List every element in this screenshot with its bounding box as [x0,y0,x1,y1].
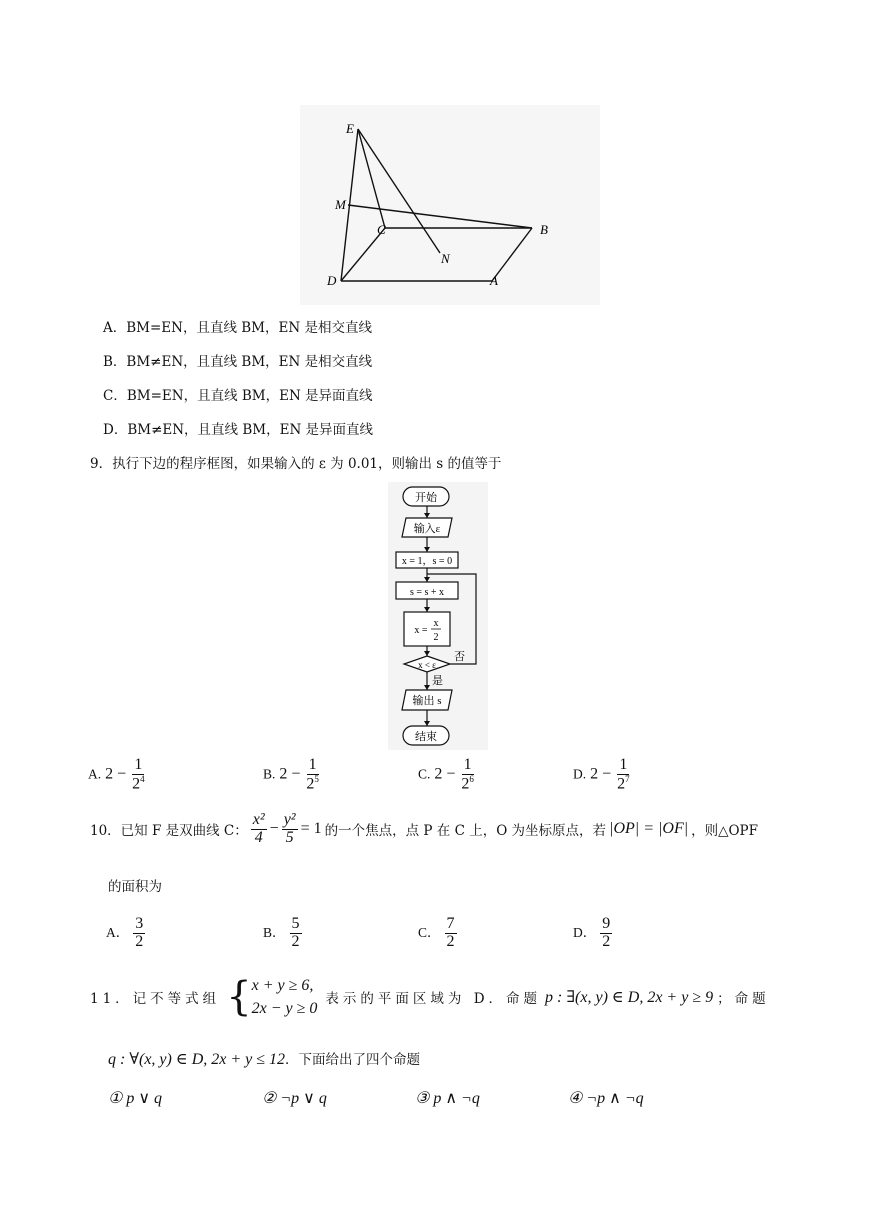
q8-option-d: D．BM≠EN，且直线 BM，EN 是异面直线 [103,422,374,438]
fraction: $\frac{9}{2}$ [602,915,611,950]
fraction: $\frac{5}{2}$ [291,915,300,950]
fraction: $\frac{7}{2}$ [446,915,455,950]
fraction: $\frac{\text{y²}}{5}$ [283,811,296,846]
flow-update-x-num: x [433,618,439,629]
system-brace: { [226,974,252,1021]
fraction: $\frac{1}{2^6}$ [461,756,474,793]
label-m: M [335,197,346,212]
fraction: $\frac{\text{x²}}{4}$ [252,811,265,846]
q11-proposition-3: ③ p ∧ ¬q [415,1090,480,1107]
flow-input: 输入ε [413,523,441,535]
q9-option-a: A. 2 − $\frac{1}{2^4}$ [88,756,145,793]
label-n: N [441,251,450,266]
q9-option-d: D. 2 − $\frac{1}{2^7}$ [573,756,630,793]
label-d: D [327,273,337,288]
q10-option-c: C． $\frac{7}{2}$ [418,915,455,950]
q10-stem: 10．已知 F 是双曲线 C： $\frac{\text{x²}}{4}$ − $\frac{\text{y²}}{5}$ = 1 的一个焦点，点 P 在 C 上，O 为坐标原点，若 |OP| = |OF| ，则△OPF [90,811,759,846]
flow-end: 结束 [415,731,437,743]
q10-option-d: D． $\frac{9}{2}$ [573,915,611,950]
q9-flowchart [388,482,488,750]
q8-option-a: A．BM=EN，且直线 BM，EN 是相交直线 [103,320,372,336]
flow-start: 开始 [415,492,437,504]
q9-option-c: C. 2 − $\frac{1}{2^6}$ [418,756,474,793]
q10-option-b: B． $\frac{5}{2}$ [263,915,300,950]
q8-geometry-figure [300,105,600,305]
q11-proposition-2: ② ¬p ∨ q [262,1090,327,1107]
q9-option-b: B. 2 − $\frac{1}{2^5}$ [263,756,319,793]
q10-option-a: A． $\frac{3}{2}$ [106,915,144,950]
flow-condition: x < ε [418,660,436,670]
q8-option-b: B．BM≠EN，且直线 BM，EN 是相交直线 [103,354,373,370]
inequality-system: x + y ≥ 6, 2x − y ≥ 0 [251,977,318,1018]
fraction: $\frac{1}{2^5}$ [306,756,319,793]
q8-option-c: C．BM=EN，且直线 BM，EN 是异面直线 [103,388,373,404]
flow-init: x = 1，s = 0 [401,556,453,567]
label-b: B [540,222,548,237]
fraction: $\frac{3}{2}$ [135,915,144,950]
flow-update-s: s = s + x [409,587,445,598]
q10-stem-line2: 的面积为 [108,879,162,895]
fraction: $\frac{1}{2^7}$ [617,756,630,793]
flow-yes-label: 是 [432,675,443,687]
q9-stem: 9．执行下边的程序框图，如果输入的 ε 为 0.01，则输出 s 的值等于 [90,456,502,472]
label-e: E [346,121,354,136]
label-c: C [377,222,386,237]
q11-proposition-1: ① p ∨ q [108,1090,163,1107]
fraction: $\frac{1}{2^4}$ [132,756,145,793]
q11-proposition-4: ④ ¬p ∧ ¬q [568,1090,644,1107]
q11-stem-line2: q : ∀(x, y) ∈ D, 2x + y ≤ 12．下面给出了四个命题 [108,1051,421,1068]
flow-no-label: 否 [454,651,465,663]
flow-output: 输出 s [412,695,442,707]
flow-update-x-lhs: x = [414,625,428,636]
flow-update-x-den: 2 [433,632,439,643]
q11-stem: 11．记不等式组 { x + y ≥ 6, 2x − y ≥ 0 表示的平面区域为 D．命题 p : ∃(x, y) ∈ D, 2x + y ≥ 9 ；命题 [90,974,770,1021]
label-a: A [490,273,498,288]
